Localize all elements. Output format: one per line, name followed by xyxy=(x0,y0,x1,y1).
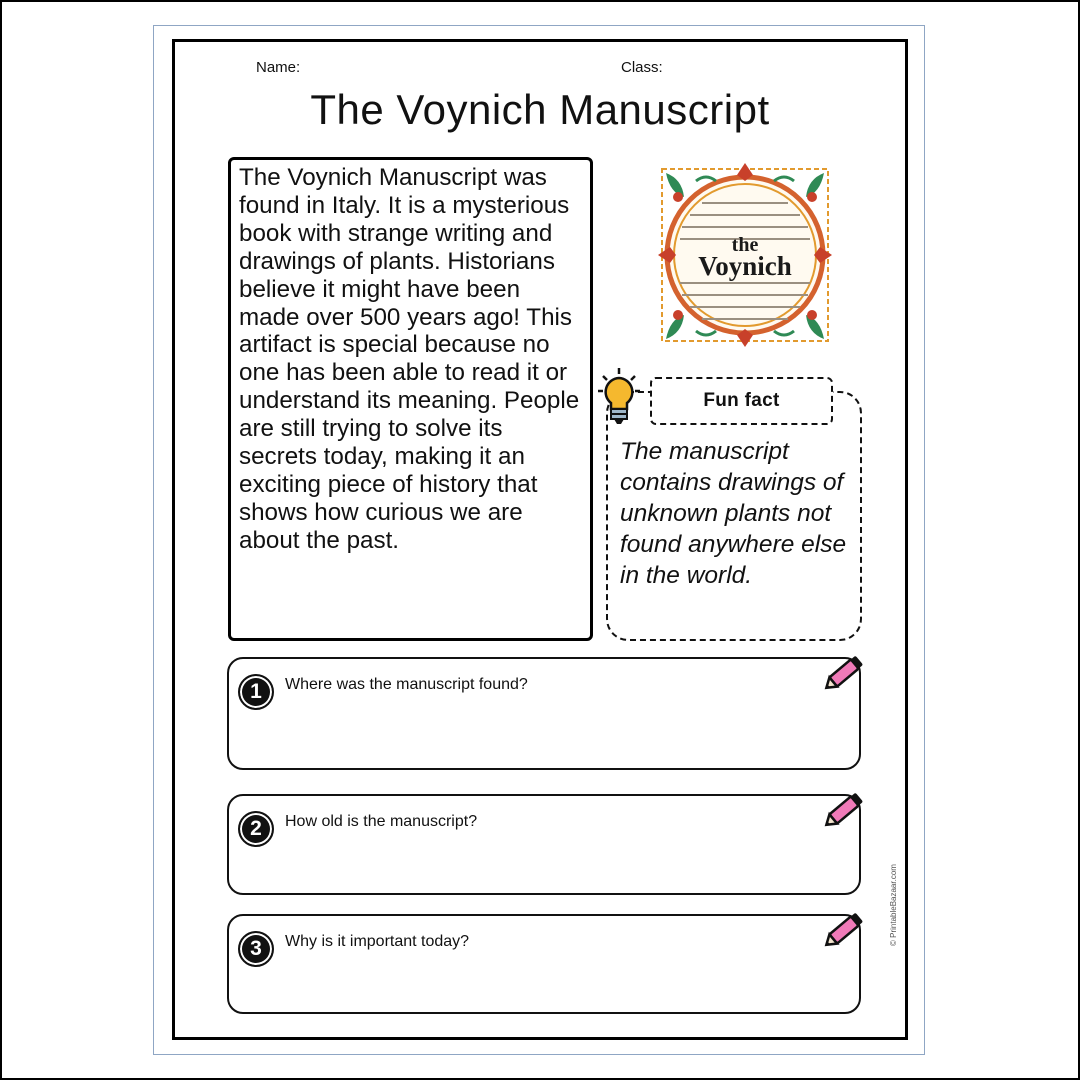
pencil-icon xyxy=(820,650,868,696)
question-number-badge: 3 xyxy=(238,931,274,967)
illustration-word-voynich: Voynich xyxy=(698,251,792,281)
name-label: Name: xyxy=(256,59,301,76)
question-number-badge: 2 xyxy=(238,811,274,847)
question-text: Where was the manuscript found? xyxy=(285,676,528,693)
copyright-text: © PrintableBazaar.com xyxy=(889,864,898,946)
question-text: Why is it important today? xyxy=(285,933,470,950)
reading-passage-box xyxy=(228,157,593,641)
voynich-illustration xyxy=(656,161,834,351)
fun-fact-label: Fun fact xyxy=(650,377,833,425)
worksheet-page xyxy=(153,25,925,1055)
question-box-2[interactable] xyxy=(227,794,861,895)
question-text: How old is the manuscript? xyxy=(285,813,478,830)
pencil-icon xyxy=(820,787,868,833)
illustration-word-the: the xyxy=(731,234,759,256)
fun-fact-text: The manuscript contains drawings of unknown plants not found anywhere else in the world. xyxy=(620,438,847,589)
pencil-icon xyxy=(820,907,868,953)
question-number-badge: 1 xyxy=(238,674,274,710)
question-box-3[interactable] xyxy=(227,914,861,1014)
question-box-1[interactable] xyxy=(227,657,861,770)
reading-passage: The Voynich Manuscript was found in Italy. It is a mysterious book with strange writing and drawings of plants. Historians believe it might have been made over 500 years ago! This artifact is special because no one has been able to read it or understand its meaning. People are still trying to solve its secrets today, making it an exciting piece of history that shows how curious we are about the past. xyxy=(239,164,580,554)
class-label: Class: xyxy=(621,59,663,76)
lightbulb-icon xyxy=(597,366,641,426)
page-title: The Voynich Manuscript xyxy=(310,86,770,133)
